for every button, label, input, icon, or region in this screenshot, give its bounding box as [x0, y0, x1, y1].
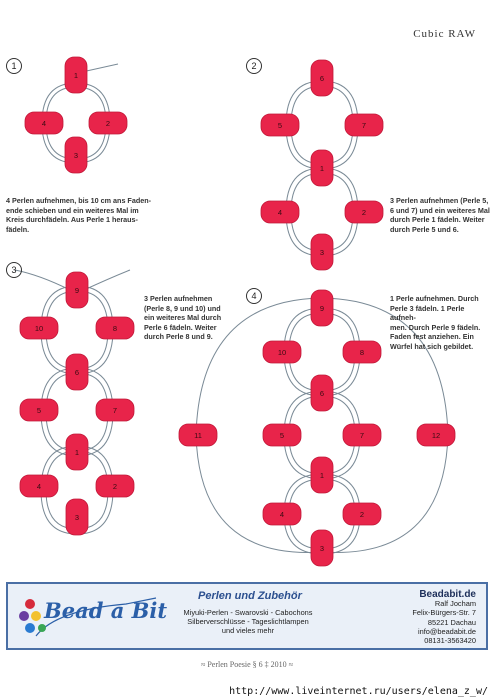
bead-step4-3	[311, 530, 333, 566]
bead-step2-6	[311, 60, 333, 96]
bead-label: 11	[194, 431, 202, 440]
bead-label: 5	[279, 431, 285, 440]
page-title: Cubic RAW	[413, 28, 476, 40]
bead-step4-11	[179, 424, 217, 446]
bead-step2-1	[311, 150, 333, 186]
bead-label: 10	[34, 324, 44, 333]
bead-label: 3	[74, 513, 80, 522]
bead-label: 1	[73, 71, 79, 80]
page-footer: ≈ Perlen Poesie § 6 ‡ 2010 ≈	[200, 660, 294, 669]
advertisement-box	[6, 582, 488, 650]
bead-label: 4	[279, 510, 285, 519]
bead-label: 7	[361, 121, 367, 130]
bead-label: 9	[319, 304, 325, 313]
bead-label: 8	[359, 348, 365, 357]
bead-label: 5	[36, 406, 42, 415]
bead-label: 5	[277, 121, 283, 130]
thread-path	[15, 270, 70, 290]
bead-label: 12	[431, 431, 441, 440]
step-3-number: 3	[6, 262, 22, 278]
bead-label: 3	[319, 248, 325, 257]
bead-step4-6	[311, 375, 333, 411]
bead-label: 6	[319, 389, 325, 398]
bead-label: 2	[112, 482, 118, 491]
bead-step4-9	[311, 290, 333, 326]
bead-label: 6	[74, 368, 80, 377]
bead-step4-7	[343, 424, 381, 446]
step-2-instructions: 3 Perlen aufnehmen (Perle 5, 6 und 7) und ein weiteres Mal durch Perle 1 fädeln. Weiter durch Perle 5 und 6.	[390, 196, 490, 234]
step-2-number: 2	[246, 58, 262, 74]
bead-step3-7	[96, 399, 134, 421]
ad-contact: Beadabit.de Ralf Jocham Felix-Bürgers-Str. 7 85221 Dachau info@beadabit.de 08131-3563420	[376, 590, 476, 645]
bead-step2-4	[261, 201, 299, 223]
bead-label: 2	[361, 208, 367, 217]
thread-path	[84, 270, 130, 290]
bead-step3-9	[66, 272, 88, 308]
bead-label: 7	[359, 431, 365, 440]
bead-label: 7	[112, 406, 118, 415]
bead-label: 3	[319, 544, 325, 553]
step-1-number: 1	[6, 58, 22, 74]
bead-label: 1	[319, 164, 325, 173]
bead-step4-1	[311, 457, 333, 493]
bead-label: 6	[319, 74, 325, 83]
bead-step1-1	[65, 57, 87, 93]
bead-label: 4	[277, 208, 283, 217]
bead-step2-5	[261, 114, 299, 136]
step-4-instructions: 1 Perle aufnehmen. Durch Perle 3 fädeln. 1 Perle aufneh- men. Durch Perle 9 fädeln. Faden fest anziehen. Ein Würfel hat sich gebildet.	[390, 294, 481, 351]
bead-step4-4	[263, 503, 301, 525]
ad-logo-text: Bead a Bit	[44, 598, 168, 623]
step-4-number: 4	[246, 288, 262, 304]
bead-step4-2	[343, 503, 381, 525]
bead-step2-3	[311, 234, 333, 270]
bead-label: 2	[105, 119, 111, 128]
ad-heading: Perlen und Zubehör	[198, 590, 302, 602]
bead-step3-2	[96, 475, 134, 497]
bead-step2-7	[345, 114, 383, 136]
bead-label: 9	[74, 286, 80, 295]
bead-label: 1	[74, 448, 80, 457]
bead-step3-5	[20, 399, 58, 421]
bead-step4-10	[263, 341, 301, 363]
bead-label: 10	[277, 348, 287, 357]
bead-label: 1	[319, 471, 325, 480]
bead-label: 4	[41, 119, 47, 128]
ad-product-lines: Miyuki-Perlen - Swarovski - Cabochons Silberverschlüsse - Tageslichtlampen und vieles mehr	[183, 608, 313, 636]
bead-label: 8	[112, 324, 118, 333]
thread-path	[82, 64, 118, 72]
bead-step3-10	[20, 317, 58, 339]
bead-step1-3	[65, 137, 87, 173]
bead-step3-3	[66, 499, 88, 535]
watermark-url: http://www.liveinternet.ru/users/elena_z_w/	[229, 686, 488, 697]
bead-step4-5	[263, 424, 301, 446]
step-1-instructions: 4 Perlen aufnehmen, bis 10 cm ans Faden- ende schieben und ein weiteres Mal im Kreis durchfädeln. Aus Perle 1 heraus- fädeln.	[6, 196, 151, 234]
bead-step4-8	[343, 341, 381, 363]
bead-step1-4	[25, 112, 63, 134]
bead-step3-6	[66, 354, 88, 390]
bead-label: 3	[73, 151, 79, 160]
bead-label: 2	[359, 510, 365, 519]
ad-site-link[interactable]: Beadabit.de	[419, 589, 476, 600]
bead-label: 4	[36, 482, 42, 491]
bead-step3-4	[20, 475, 58, 497]
bead-step4-12	[417, 424, 455, 446]
bead-step2-2	[345, 201, 383, 223]
bead-step3-8	[96, 317, 134, 339]
step-3-instructions: 3 Perlen aufnehmen (Perle 8, 9 und 10) und ein weiteres Mal durch Perle 6 fädeln. Weiter durch Perle 8 und 9.	[144, 294, 222, 342]
bead-step1-2	[89, 112, 127, 134]
bead-step3-1	[66, 434, 88, 470]
ad-email[interactable]: info@beadabit.de	[417, 626, 476, 636]
